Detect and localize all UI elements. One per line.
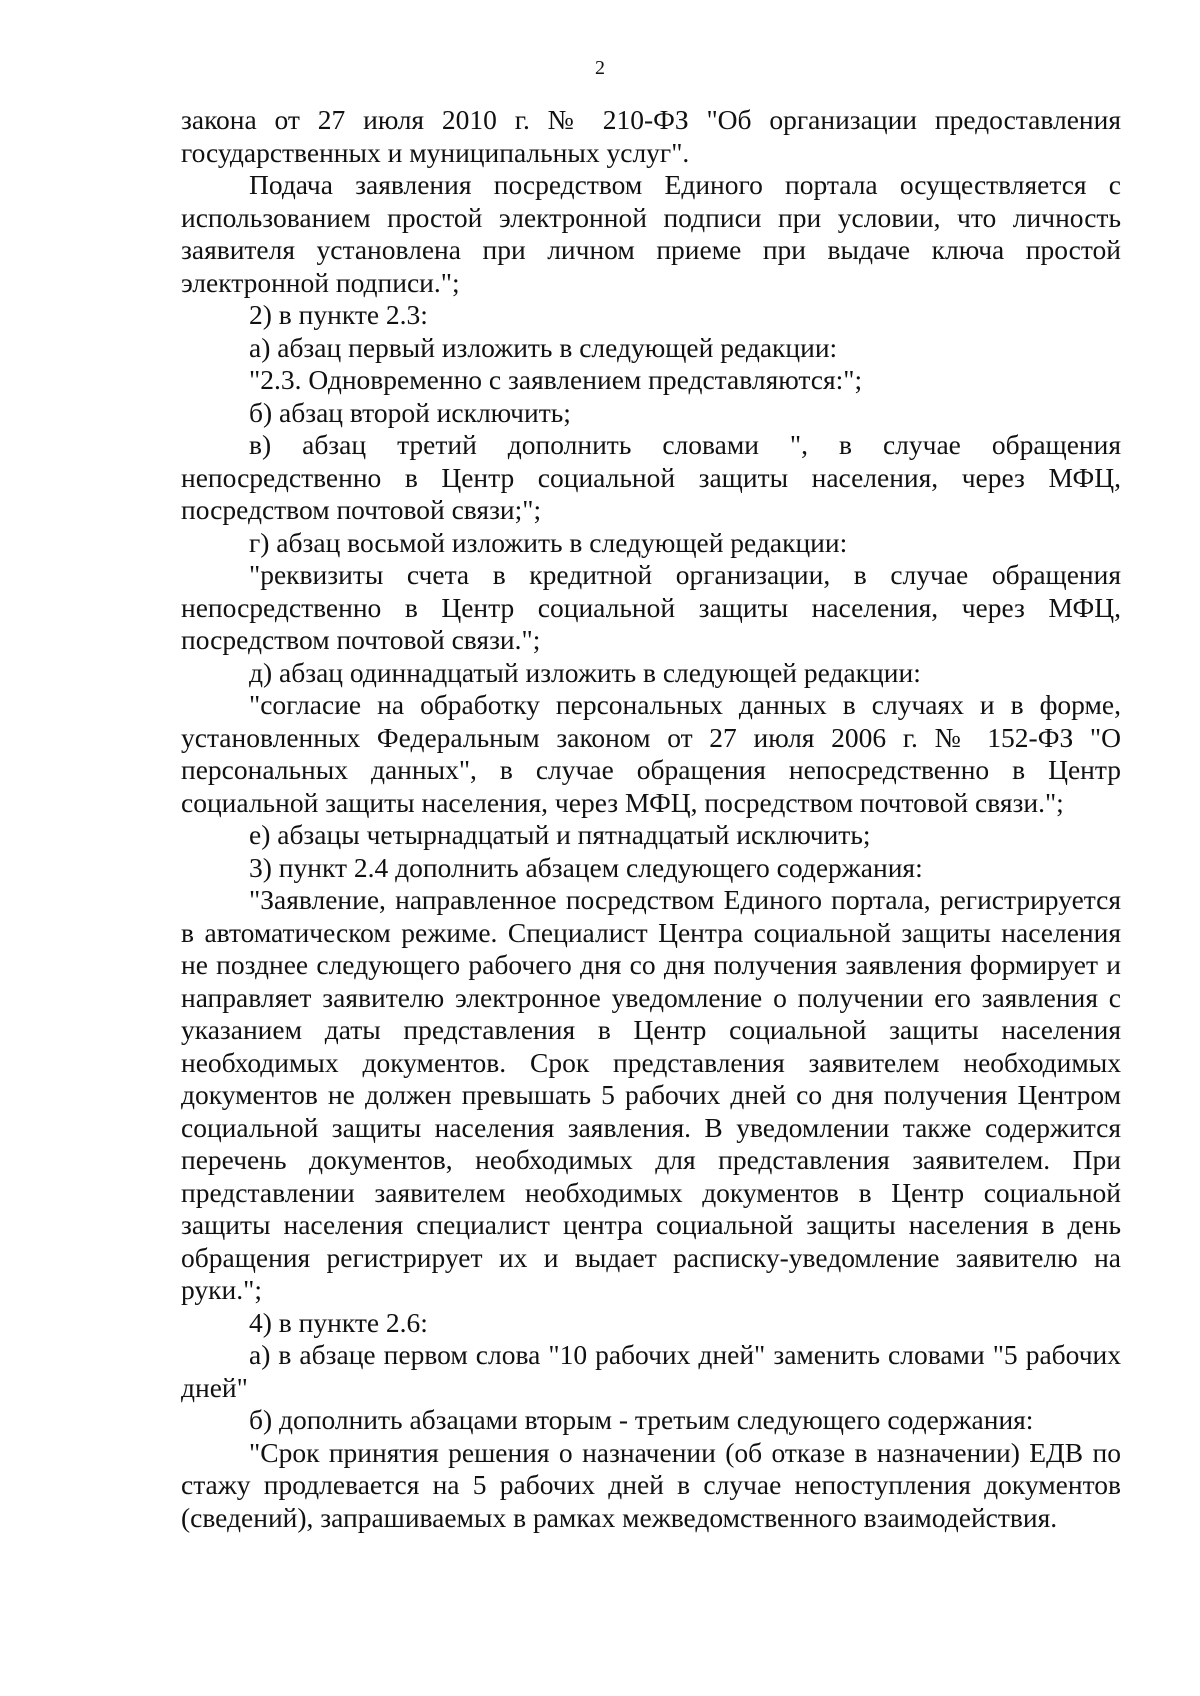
paragraph: закона от 27 июля 2010 г. № 210-ФЗ "Об организации предоставления государственных и муниципальных услуг". (181, 104, 1121, 168)
page-number: 2 (595, 57, 605, 79)
paragraph: "2.3. Одновременно с заявлением представляются:"; (249, 364, 863, 395)
paragraph: "Срок принятия решения о назначении (об отказе в назначении) ЕДВ по стажу продлевается на 5 рабочих дней в случае непоступления документов (сведений), запрашиваемых в рамках межведомственного взаимодействия. (181, 1436, 1121, 1533)
paragraph: "согласие на обработку персональных данных в случаях и в форме, установленных Федеральным законом от 27 июля 2006 г. № 152-ФЗ "О персональных данных", в случае обращения непосредственно в Центр социальной защиты населения, через МФЦ, посредством почтовой связи."; (181, 689, 1121, 818)
paragraph: а) в абзаце первом слова "10 рабочих дней" заменить словами "5 рабочих дней" (181, 1339, 1121, 1403)
paragraph: 2) в пункте 2.3: (249, 299, 428, 330)
paragraph: д) абзац одиннадцатый изложить в следующей редакции: (249, 656, 921, 688)
paragraph: Подача заявления посредством Единого портала осуществляется с использованием простой электронной подписи при условии, что личность заявителя установлена при личном приеме при выдаче ключа простой электронной подписи."; (181, 169, 1121, 298)
paragraph: "реквизиты счета в кредитной организации, в случае обращения непосредственно в Центр социальной защиты населения, через МФЦ, посредством почтовой связи."; (181, 559, 1121, 655)
paragraph: б) дополнить абзацами вторым - третьим следующего содержания: (249, 1404, 1034, 1435)
paragraph: б) абзац второй исключить; (249, 396, 571, 428)
paragraph: а) абзац первый изложить в следующей редакции: (249, 331, 838, 363)
document-body (181, 104, 1121, 1534)
paragraph: "Заявление, направленное посредством Единого портала, регистрируется в автоматическом режиме. Специалист Центра социальной защиты населения не позднее следующего рабочего дня со дня получения заявления формирует и направляет заявителю электронное уведомление о получении его заявления с указанием даты представления в Центр социальной защиты населения необходимых документов. Срок представления заявителем необходимых документов не должен превышать 5 рабочих дней со дня получения Центром социальной защиты населения заявления. В уведомлении также содержится перечень документов, необходимых для представления заявителем. При представлении заявителем необходимых документов в Центр социальной защиты населения специалист центра социальной защиты населения в день обращения регистрирует их и выдает расписку-уведомление заявителю на руки."; (181, 884, 1121, 1305)
paragraph: 4) в пункте 2.6: (249, 1306, 428, 1338)
paragraph: 3) пункт 2.4 дополнить абзацем следующего содержания: (249, 851, 923, 883)
paragraph: е) абзацы четырнадцатый и пятнадцатый исключить; (249, 819, 871, 850)
paragraph: г) абзац восьмой изложить в следующей редакции: (249, 526, 848, 558)
paragraph: в) абзац третий дополнить словами ", в случае обращения непосредственно в Центр социальной защиты населения, через МФЦ, посредством почтовой связи;"; (181, 429, 1121, 525)
